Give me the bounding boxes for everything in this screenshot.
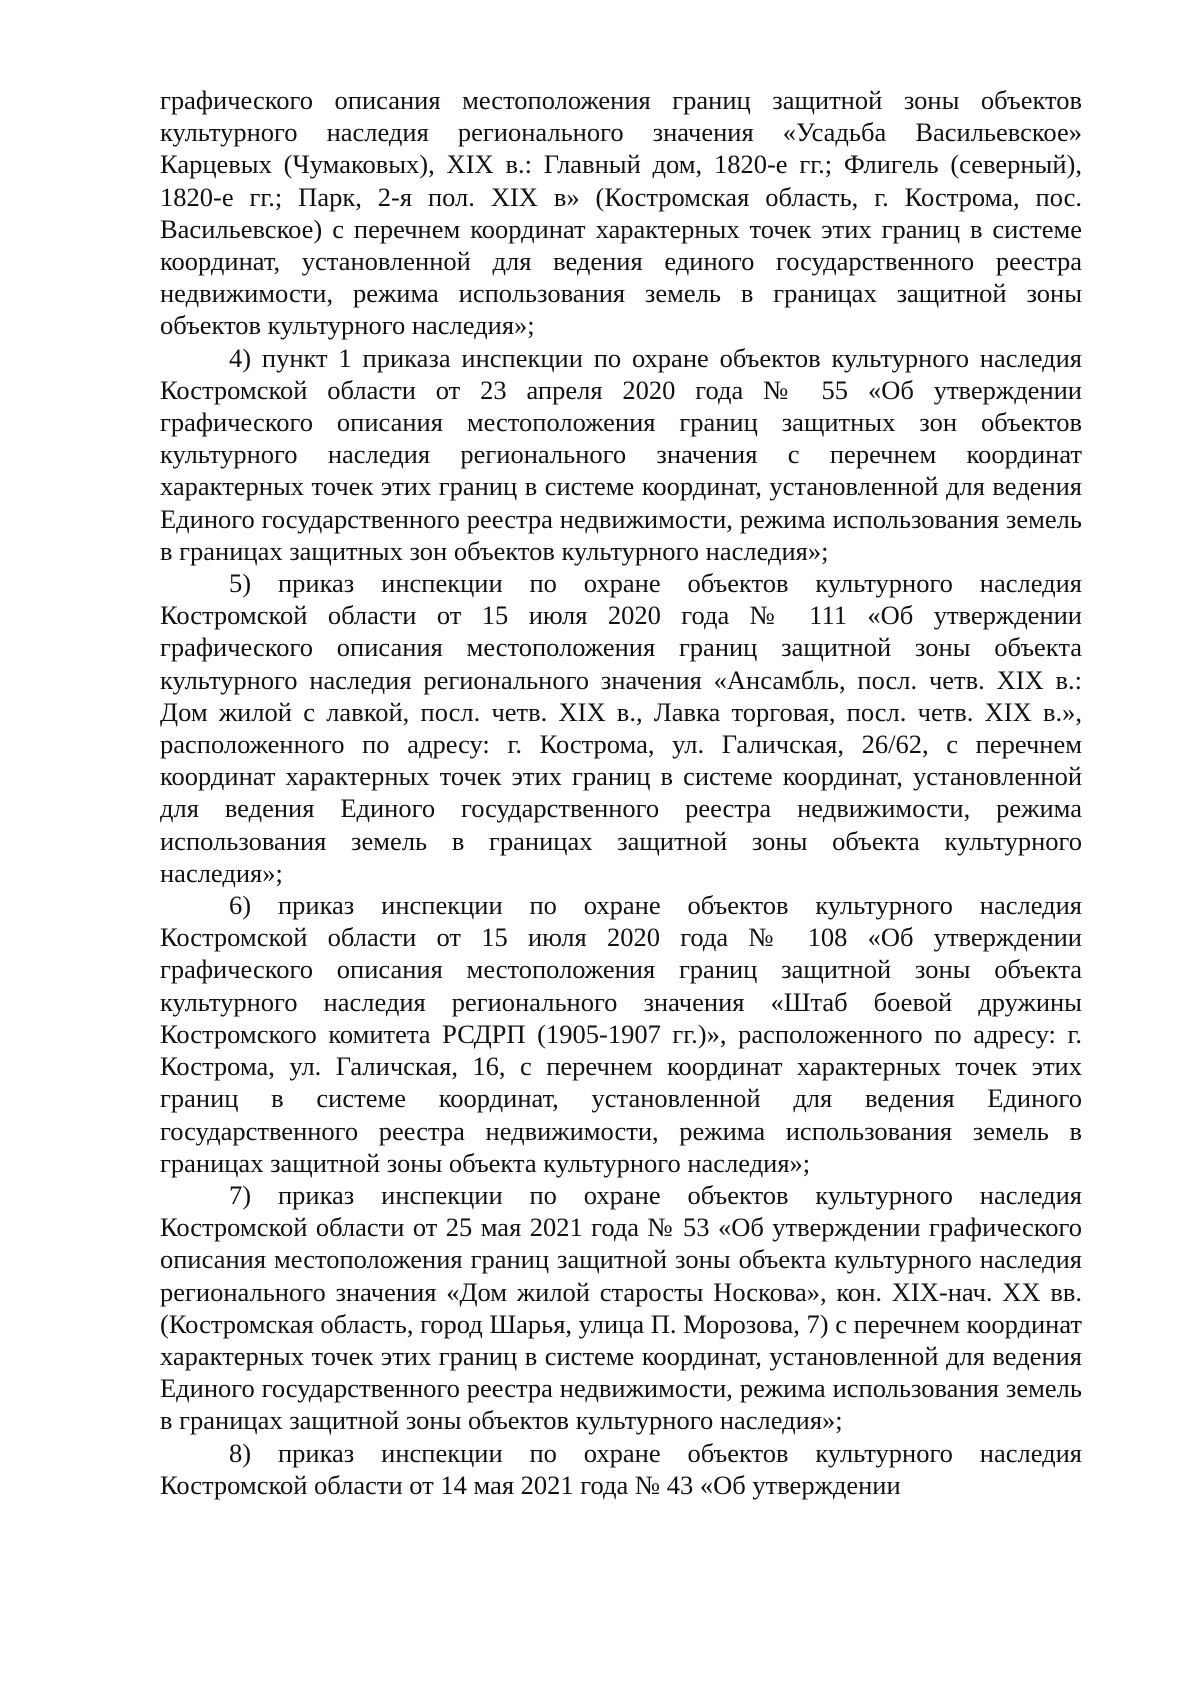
paragraph-item-5: 5) приказ инспекции по охране объектов культурного наследия Костромской области от 15 июля 2020 года № 111 «Об утверждении графического описания местоположения границ защитной зоны объекта культурного наследия регионального значения «Ансамбль, посл. четв. XIX в.: Дом жилой с лавкой, посл. четв. XIX в., Лавка торговая, посл. четв. XIX в.», расположенного по адресу: г. Кострома, ул. Галичская, 26/62, с перечнем координат характерных точек этих границ в системе координат, установленной для ведения Единого государственного реестра недвижимости, режима использования земель в границах защитной зоны объекта культурного наследия»; <box>160 568 1082 888</box>
paragraph-item-4: 4) пункт 1 приказа инспекции по охране объектов культурного наследия Костромской области от 23 апреля 2020 года № 55 «Об утверждении графического описания местоположения границ защитных зон объектов культурного наследия регионального значения с перечнем координат характерных точек этих границ в системе координат, установленной для ведения Единого государственного реестра недвижимости, режима использования земель в границах защитных зон объектов культурного наследия»; <box>160 342 1082 566</box>
paragraph-item-8: 8) приказ инспекции по охране объектов культурного наследия Костромской области от 14 мая 2021 года № 43 «Об утверждении <box>160 1437 1082 1500</box>
paragraph-continuation: графического описания местоположения границ защитной зоны объектов культурного наследия регионального значения «Усадьба Васильевское» Карцевых (Чумаковых), XIX в.: Главный дом, 1820-е гг.; Флигель (северный), 1820-е гг.; Парк, 2-я пол. XIX в» (Костромская область, г. Кострома, пос. Васильевское) с перечнем координат характерных точек этих границ в системе координат, установленной для ведения единого государственного реестра недвижимости, режима использования земель в границах защитной зоны объектов культурного наследия»; <box>160 85 1082 341</box>
paragraph-item-7: 7) приказ инспекции по охране объектов культурного наследия Костромской области от 25 мая 2021 года № 53 «Об утверждении графического описания местоположения границ защитной зоны объекта культурного наследия регионального значения «Дом жилой старосты Носкова», кон. XIX-нач. XX вв. (Костромская область, город Шарья, улица П. Морозова, 7) с перечнем координат характерных точек этих границ в системе координат, установленной для ведения Единого государственного реестра недвижимости, режима использования земель в границах защитной зоны объектов культурного наследия»; <box>160 1179 1082 1436</box>
paragraph-item-6: 6) приказ инспекции по охране объектов культурного наследия Костромской области от 15 июля 2020 года № 108 «Об утверждении графического описания местоположения границ защитной зоны объекта культурного наследия регионального значения «Штаб боевой дружины Костромского комитета РСДРП (1905-1907 гг.)», расположенного по адресу: г. Кострома, ул. Галичская, 16, с перечнем координат характерных точек этих границ в системе координат, установленной для ведения Единого государственного реестра недвижимости, режима использования земель в границах защитной зоны объекта культурного наследия»; <box>160 890 1082 1178</box>
document-body <box>160 84 1082 1501</box>
